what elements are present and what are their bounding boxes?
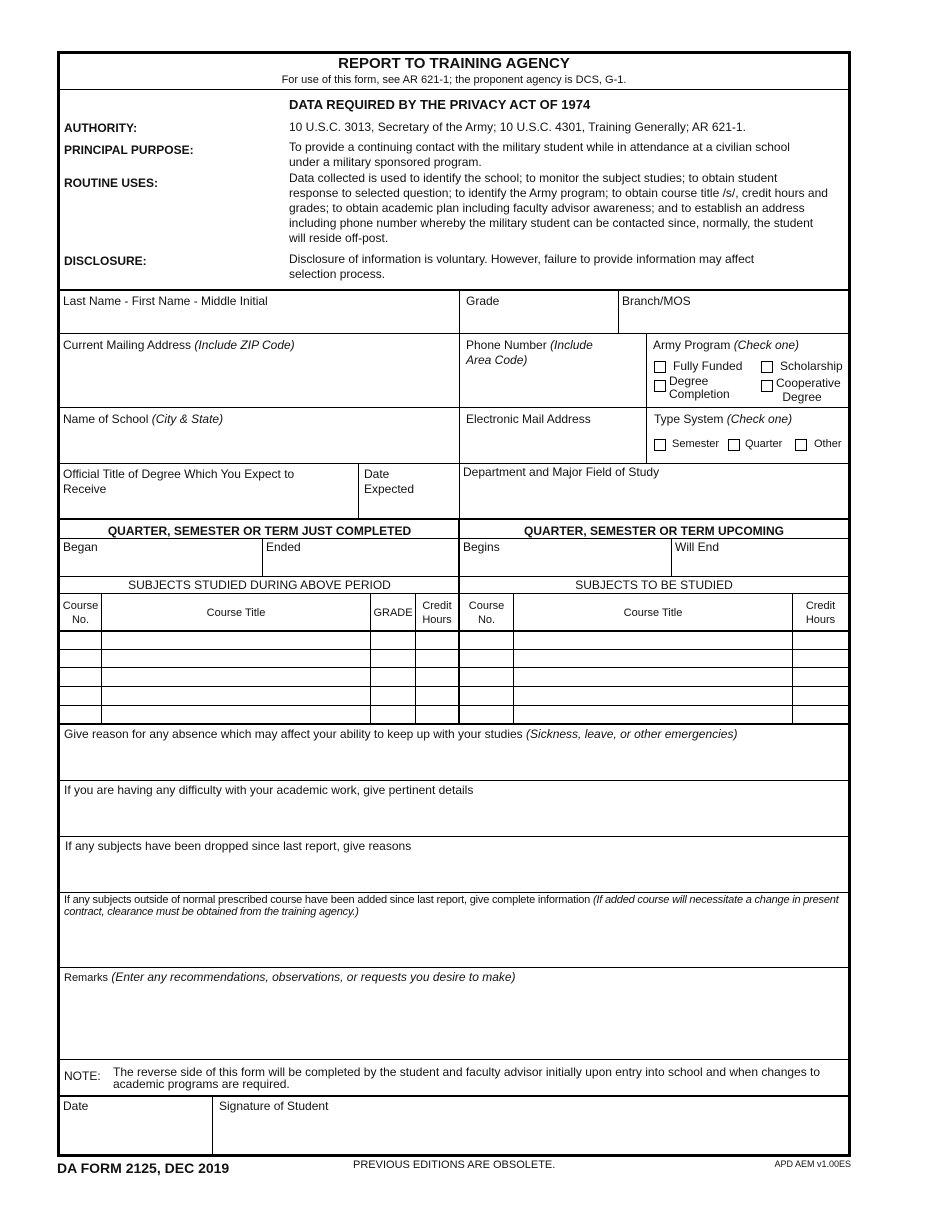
scholarship-checkbox[interactable] [761, 361, 773, 373]
phone-label: Phone Number [466, 338, 547, 352]
added-label: If any subjects outside of normal prescribed course have been added since last report, give complete information [64, 894, 591, 906]
remarks-field[interactable] [60, 986, 848, 1058]
divider [60, 780, 848, 781]
degree-completion-label-1: Degree [669, 374, 709, 388]
school-field[interactable] [60, 408, 459, 463]
left-course-title-header: Course Title [206, 607, 266, 619]
will-end-field[interactable] [672, 539, 848, 576]
right-credit-hours-header-2: Hours [805, 614, 836, 626]
branch-field[interactable] [619, 290, 848, 333]
army-program-label: Army Program [653, 338, 731, 352]
phone-hint-2: Area Code) [466, 352, 528, 367]
obsolete-notice: PREVIOUS EDITIONS ARE OBSOLETE. [353, 1159, 556, 1171]
date-label: Date [63, 1099, 89, 1113]
left-course-no-header-1: Course [62, 600, 99, 612]
divider [60, 576, 848, 577]
address-hint: (Include ZIP Code) [194, 338, 295, 352]
left-grade-header: GRADE [373, 607, 413, 619]
divider [60, 836, 848, 837]
absence-hint: (Sickness, leave, or other emergencies) [526, 727, 738, 741]
dropped-label: If any subjects have been dropped since last report, give reasons [65, 839, 412, 853]
ended-label: Ended [266, 540, 301, 554]
scholarship-label: Scholarship [780, 359, 843, 373]
cooperative-degree-label-2: Degree [782, 390, 822, 404]
begins-field[interactable] [460, 539, 671, 576]
authority-text: 10 U.S.C. 3013, Secretary of the Army; 10 U.S.C. 4301, Training Generally; AR 621-1. [289, 120, 746, 134]
remarks-hint: (Enter any recommendations, observations, or requests you desire to make) [111, 970, 516, 984]
degree-title-label-1: Official Title of Degree Which You Expect to [63, 467, 295, 481]
phone-field[interactable] [460, 334, 646, 407]
school-hint: (City & State) [151, 412, 224, 426]
army-program-hint: (Check one) [733, 338, 800, 352]
signature-field[interactable] [213, 1097, 848, 1154]
divider [60, 723, 848, 725]
department-field[interactable] [460, 464, 848, 518]
difficulty-label: If you are having any difficulty with your academic work, give pertinent details [64, 783, 474, 797]
divider [358, 464, 359, 518]
disclosure-text: Disclosure of information is voluntary. However, failure to provide information may affect selection process. [289, 252, 755, 281]
note-label: NOTE: [64, 1069, 101, 1083]
divider [60, 593, 848, 594]
grade-field[interactable] [460, 290, 618, 333]
added-hint: (If added course will necessitate a change in present contract, clearance must be obtained from the training agency.) [64, 894, 839, 918]
divider [60, 892, 848, 893]
degree-title-field[interactable] [60, 464, 358, 518]
right-credit-hours-header-1: Credit [805, 600, 836, 612]
purpose-label: PRINCIPAL PURPOSE: [64, 143, 194, 157]
school-label: Name of School [63, 412, 149, 426]
semester-checkbox[interactable] [654, 439, 666, 451]
divider [262, 539, 263, 577]
form-title: REPORT TO TRAINING AGENCY [338, 55, 570, 72]
date-expected-field[interactable] [359, 464, 459, 518]
subjects-to-study-heading: SUBJECTS TO BE STUDIED [575, 578, 733, 592]
authority-label: AUTHORITY: [64, 121, 138, 135]
uses-label: ROUTINE USES: [64, 176, 159, 190]
subjects-studied-heading: SUBJECTS STUDIED DURING ABOVE PERIOD [128, 578, 391, 592]
name-field[interactable] [60, 290, 459, 333]
added-field[interactable] [60, 922, 848, 966]
divider [60, 967, 848, 968]
upcoming-term-heading: QUARTER, SEMESTER OR TERM UPCOMING [523, 524, 784, 538]
cooperative-degree-checkbox[interactable] [761, 380, 773, 392]
fully-funded-label: Fully Funded [673, 359, 743, 373]
divider [618, 290, 619, 333]
address-field[interactable] [60, 334, 459, 407]
other-label: Other [814, 438, 842, 450]
degree-completion-label-2: Completion [669, 387, 730, 401]
version-id: APD AEM v1.00ES [774, 1159, 851, 1169]
address-label: Current Mailing Address [63, 338, 192, 352]
uses-text: Data collected is used to identify the school; to monitor the subject studies; to obtain student response to selected question; to identify the Army program; to obtain course title /s/, credit hours and grades; to obtain academic plan including faculty advisor awareness; and to establish an address including phone number whereby the military student can be contacted since, normally, the student will reside off-post. [289, 171, 828, 245]
date-expected-label-2: Expected [364, 482, 415, 496]
degree-title-label-2: Receive [63, 482, 107, 496]
absence-field[interactable] [60, 744, 848, 780]
quarter-label: Quarter [745, 438, 783, 450]
divider [646, 334, 647, 464]
other-checkbox[interactable] [795, 439, 807, 451]
disclosure-label: DISCLOSURE: [64, 254, 147, 268]
right-course-no-header-2: No. [477, 614, 496, 626]
email-label: Electronic Mail Address [466, 412, 591, 426]
began-field[interactable] [60, 539, 262, 576]
absence-label: Give reason for any absence which may affect your ability to keep up with your studies [64, 727, 523, 741]
began-label: Began [63, 540, 98, 554]
dropped-field[interactable] [60, 856, 848, 892]
left-course-no-header-2: No. [71, 614, 90, 626]
form-id: DA FORM 2125, DEC 2019 [57, 1160, 230, 1176]
grade-label: Grade [466, 294, 500, 308]
semester-label: Semester [672, 438, 720, 450]
privacy-heading: DATA REQUIRED BY THE PRIVACY ACT OF 1974 [289, 97, 591, 112]
email-field[interactable] [460, 408, 646, 463]
branch-label: Branch/MOS [622, 294, 691, 308]
left-credit-hours-header-2: Hours [422, 614, 452, 626]
completed-term-heading: QUARTER, SEMESTER OR TERM JUST COMPLETED [107, 524, 412, 538]
begins-label: Begins [463, 540, 500, 554]
department-label: Department and Major Field of Study [463, 465, 660, 479]
type-system-label: Type System [654, 412, 724, 426]
type-system-hint: (Check one) [726, 412, 793, 426]
date-field[interactable] [60, 1097, 211, 1154]
right-course-no-header-1: Course [468, 600, 505, 612]
degree-completion-checkbox[interactable] [654, 380, 666, 392]
fully-funded-checkbox[interactable] [654, 361, 666, 373]
will-end-label: Will End [675, 540, 720, 554]
course-table-body[interactable] [60, 632, 848, 723]
right-course-title-header: Course Title [623, 607, 683, 619]
purpose-text: To provide a continuing contact with the military student while in attendance at a civilian school under a military sponsored program. [289, 140, 790, 169]
divider [60, 1059, 848, 1060]
remarks-label: Remarks [64, 972, 109, 984]
date-expected-label-1: Date [364, 467, 390, 481]
difficulty-field[interactable] [60, 800, 848, 836]
cooperative-degree-label-1: Cooperative [776, 376, 841, 390]
divider [60, 89, 848, 90]
signature-label: Signature of Student [219, 1099, 329, 1113]
quarter-checkbox[interactable] [728, 439, 740, 451]
ended-field[interactable] [263, 539, 458, 576]
note-text: The reverse side of this form will be completed by the student and faculty advisor initially upon entry into school and when changes to academic programs are required. [113, 1065, 821, 1091]
divider [671, 539, 672, 577]
left-credit-hours-header-1: Credit [422, 600, 452, 612]
form-subtitle: For use of this form, see AR 621-1; the proponent agency is DCS, G-1. [281, 74, 627, 86]
divider [60, 518, 848, 520]
phone-hint-1: (Include [550, 338, 593, 352]
name-label: Last Name - First Name - Middle Initial [63, 294, 268, 308]
